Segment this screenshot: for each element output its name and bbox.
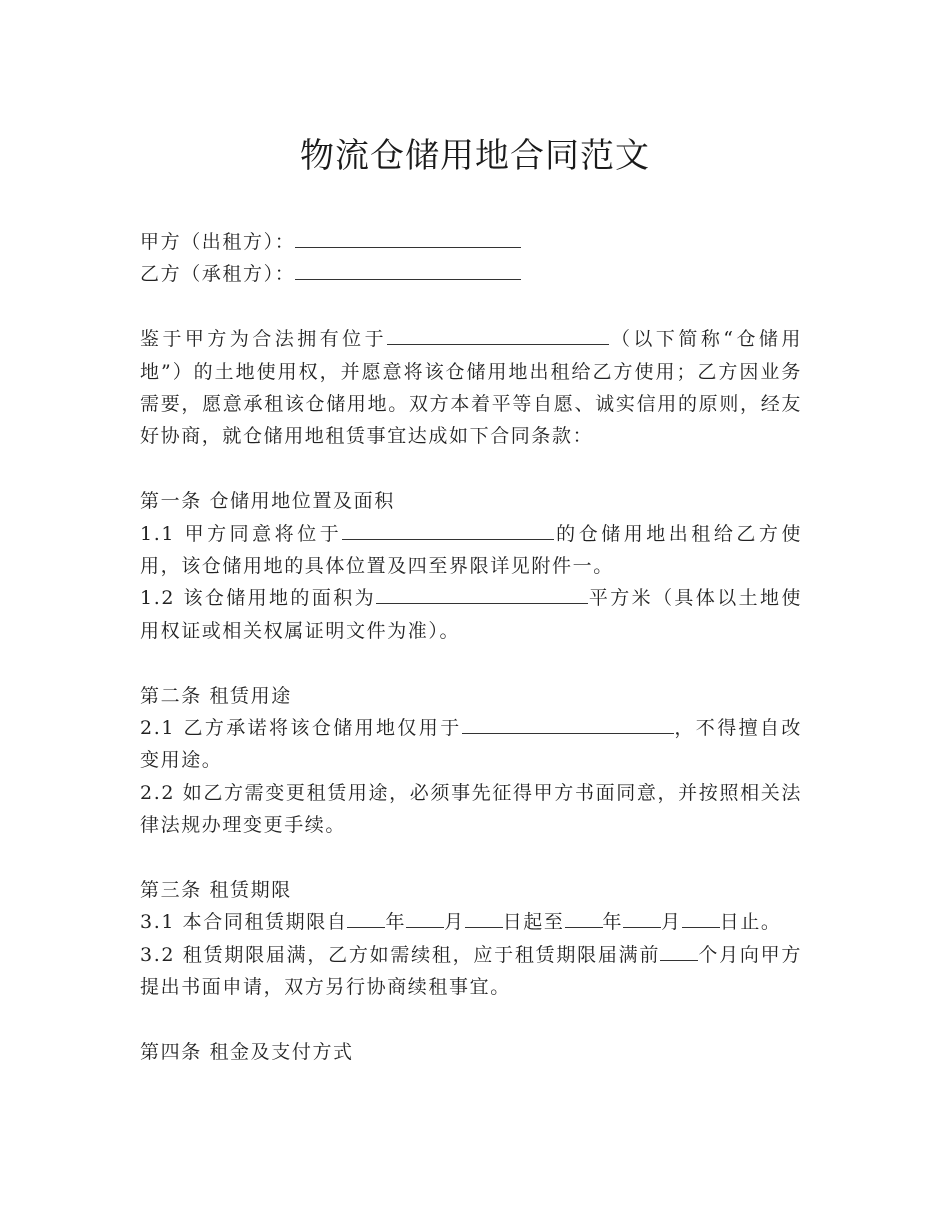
start-year-blank[interactable] xyxy=(347,908,385,929)
clause-2-1-text-b: ，不得擅自改变用途。 xyxy=(140,717,802,772)
clause-1-2 xyxy=(140,582,802,647)
end-month-blank[interactable] xyxy=(623,908,661,929)
clause-3-2 xyxy=(140,939,802,1004)
preamble-text-2: （以下简称“仓储用地”）的土地使用权，并愿意将该仓储用地出租给乙方使用；乙方因业务需要，愿意承租该仓储用地。双方本着平等自愿、诚实信用的原则，经友好协商，就仓储用地租赁事宜达成如下合同条款： xyxy=(140,328,802,448)
article3-heading: 第三条 租赁期限 xyxy=(140,879,292,902)
article1-heading: 第一条 仓储用地位置及面积 xyxy=(140,490,395,513)
lessee-label: 乙方（承租方）： xyxy=(140,263,296,286)
land-location-blank[interactable] xyxy=(387,324,609,345)
month-label: 月 xyxy=(661,911,682,934)
document-title: 物流仓储用地合同范文 xyxy=(300,136,650,176)
clause-3-2-text-a: 3.2 租赁期限届满，乙方如需续租，应于租赁期限届满前 xyxy=(140,943,661,966)
from-to-label: 日起至 xyxy=(502,911,565,934)
lessor-name-blank[interactable] xyxy=(295,227,521,248)
clause-1-1-text-a: 1.1 甲方同意将位于 xyxy=(140,522,343,545)
end-year-blank[interactable] xyxy=(565,908,603,929)
storage-location-blank[interactable] xyxy=(342,519,554,540)
article4-heading: 第四条 租金及支付方式 xyxy=(140,1041,354,1064)
year-label: 年 xyxy=(385,911,407,934)
clause-3-1 xyxy=(140,906,802,938)
clause-1-1 xyxy=(140,518,802,583)
clause-2-1 xyxy=(140,712,802,777)
article2-heading: 第二条 租赁用途 xyxy=(140,684,292,707)
end-day-blank[interactable] xyxy=(682,908,720,929)
preamble-text-1: 鉴于甲方为合法拥有位于 xyxy=(140,328,388,351)
clause-1-2-text-b: 平方米（具体以土地使用权证或相关权属证明文件为准）。 xyxy=(140,587,802,642)
lessee-name-blank[interactable] xyxy=(295,259,521,280)
area-blank[interactable] xyxy=(376,584,588,605)
spacer xyxy=(140,1004,802,1036)
clause-1-2-text-a: 1.2 该仓储用地的面积为 xyxy=(140,587,377,610)
clause-2-1-text-a: 2.1 乙方承诺将该仓储用地仅用于 xyxy=(140,717,462,740)
lessee-line xyxy=(140,258,802,290)
clause-1-1-text-b: 的仓储用地出租给乙方使用，该仓储用地的具体位置及四至界限详见附件一。 xyxy=(140,522,803,578)
preamble-paragraph xyxy=(140,323,802,453)
year-label: 年 xyxy=(602,911,624,934)
renewal-months-blank[interactable] xyxy=(660,940,698,961)
lessor-line xyxy=(140,226,802,258)
start-day-blank[interactable] xyxy=(465,908,503,929)
start-month-blank[interactable] xyxy=(406,908,444,929)
clause-3-1-text-a: 3.1 本合同租赁期限自 xyxy=(140,911,348,934)
clause-3-2-text-b: 个月向甲方提出书面申请，双方另行协商续租事宜。 xyxy=(140,943,802,999)
contract-body xyxy=(140,226,802,1068)
month-label: 月 xyxy=(444,911,465,934)
lessor-label: 甲方（出租方）： xyxy=(140,231,296,253)
clause-2-2: 2.2 如乙方需变更租赁用途，必须事先征得甲方书面同意，并按照相关法律法规办理变更手续。 xyxy=(140,781,802,837)
spacer xyxy=(140,291,802,323)
spacer xyxy=(140,453,802,485)
spacer xyxy=(140,647,802,679)
until-label: 日止。 xyxy=(719,911,782,934)
spacer xyxy=(140,842,802,874)
purpose-blank[interactable] xyxy=(462,713,674,734)
